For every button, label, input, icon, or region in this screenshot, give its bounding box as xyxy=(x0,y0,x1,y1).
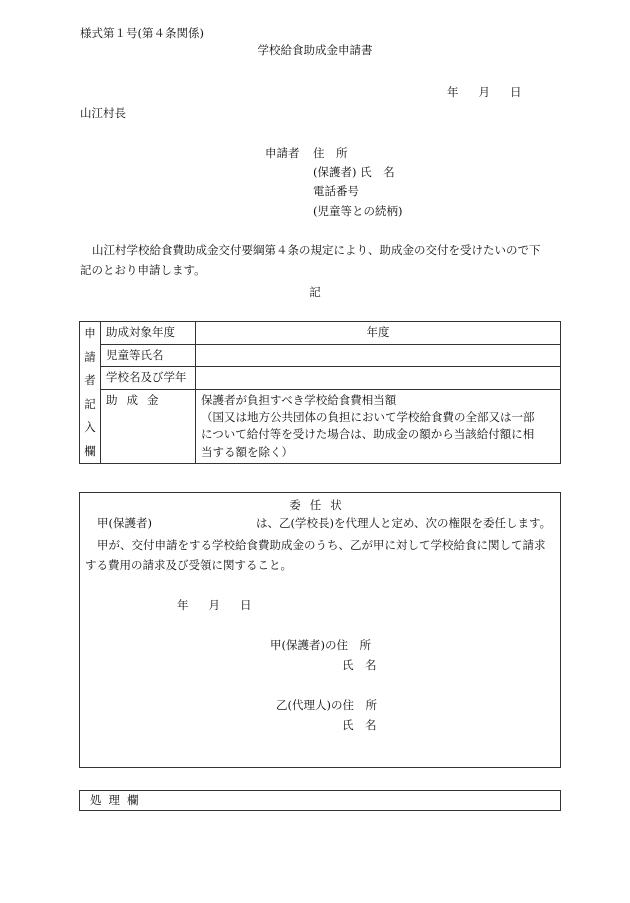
applicant-label: 申請者 xyxy=(265,146,300,160)
applicant-guardian-name-field: (保護者) 氏 名 xyxy=(313,165,395,179)
subsidy-line: （国又は地方公共団体の負担において学校給食費の全部又は一部 xyxy=(201,410,535,425)
subsidy-line: 当する額を除く） xyxy=(201,444,293,459)
proxy-scope-line-2: する費用の請求及び受領に関すること。 xyxy=(85,558,292,572)
date-day: 日 xyxy=(510,85,522,99)
subsidy-label xyxy=(101,389,196,464)
addressee: 山江村長 xyxy=(80,106,126,120)
subsidy-line: について給付等を受けた場合は、助成金の額から当該給付額に相 xyxy=(201,427,535,442)
processing-section xyxy=(79,790,561,811)
power-of-attorney-box xyxy=(79,492,561,768)
date-year: 年 xyxy=(447,85,459,99)
proxy-principal-label: 甲(保護者) xyxy=(97,516,152,530)
proxy-title: 委任状 xyxy=(289,498,351,512)
proxy-date xyxy=(177,599,252,613)
proxy-date-day: 日 xyxy=(240,598,252,612)
fiscal-year-value: 年度 xyxy=(196,322,561,345)
applicant-entry-side-label xyxy=(80,322,101,464)
proxy-date-month: 月 xyxy=(208,598,220,612)
school-grade-value xyxy=(196,367,561,390)
date-month: 月 xyxy=(478,85,490,99)
child-name-label: 児童等氏名 xyxy=(101,344,196,367)
agent-address-field: 乙(代理人)の住 所 xyxy=(276,698,377,712)
body-text-line-1: 山江村学校給食費助成金交付要綱第４条の規定により、助成金の交付を受けたいので下 xyxy=(92,243,541,257)
side-char: 記 xyxy=(84,396,96,411)
document-title: 学校給食助成金申請書 xyxy=(257,43,373,57)
side-char: 欄 xyxy=(84,443,96,458)
principal-name-field: 氏 名 xyxy=(342,658,377,672)
school-grade-label: 学校名及び学年 xyxy=(101,367,196,390)
principal-address-field: 甲(保護者)の住 所 xyxy=(270,638,371,652)
body-text-line-2: 記のとおり申請します。 xyxy=(80,263,206,277)
proxy-delegation-text: は、乙(学校長)を代理人と定め、次の権限を委任します。 xyxy=(256,516,552,530)
proxy-scope-line-1: 甲が、交付申請をする学校給食費助成金のうち、乙が甲に対して学校給食に関して請求 xyxy=(97,538,546,552)
processing-label: 処理欄 xyxy=(90,793,146,807)
child-name-value xyxy=(196,344,561,367)
agent-name-field: 氏 名 xyxy=(342,718,377,732)
side-char: 請 xyxy=(84,349,96,364)
form-number: 様式第１号(第４条関係) xyxy=(80,26,204,40)
subsidy-description xyxy=(196,389,561,464)
side-char: 申 xyxy=(84,326,96,340)
subsidy-line: 保護者が負担すべき学校給食費相当額 xyxy=(201,392,397,407)
side-char: 入 xyxy=(84,420,96,435)
applicant-relation-field: (児童等との続柄) xyxy=(313,204,403,218)
ki-heading: 記 xyxy=(309,285,321,299)
side-char: 者 xyxy=(84,373,96,388)
applicant-phone-field: 電話番号 xyxy=(313,184,359,198)
application-date xyxy=(447,86,522,100)
fiscal-year-label: 助成対象年度 xyxy=(101,322,196,345)
application-table xyxy=(79,321,561,464)
subsidy-label-text: 助成金 xyxy=(106,392,168,407)
applicant-address-field: 住 所 xyxy=(313,146,348,160)
proxy-date-year: 年 xyxy=(177,598,189,612)
